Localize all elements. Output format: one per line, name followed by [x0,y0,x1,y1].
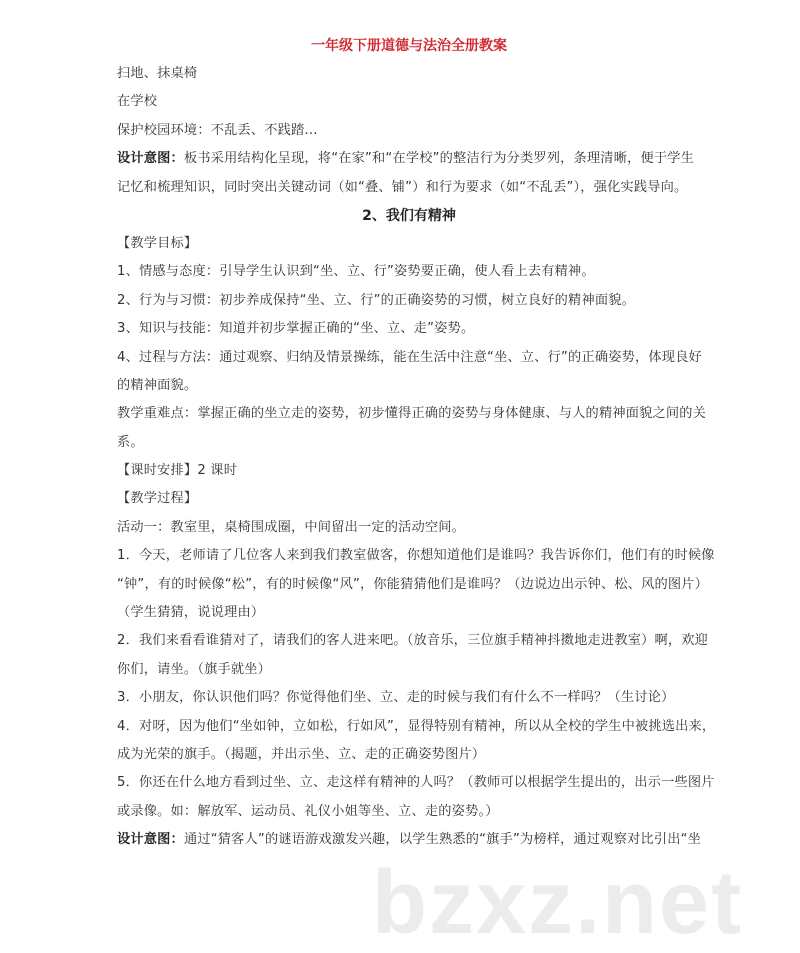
text-line: 或录像。如：解放军、运动员、礼仪小姐等坐、立、走的姿势。） [117,803,499,819]
text-line: 你们，请坐。（旗手就坐） [117,661,272,677]
text-line: 3．小朋友，你认识他们吗？你觉得他们坐、立、走的时候与我们有什么不一样吗？（生讨论） [117,690,675,706]
text-line: 【课时安排】2 课时 [117,463,238,479]
text-line: 保护校园环境：不乱丢、不践踏... [117,122,318,138]
watermark: bzxz.net [372,853,744,953]
text-line: 活动一：教室里，桌椅围成圈，中间留出一定的活动空间。 [117,519,466,535]
design-intent-label: 设计意图： [117,832,184,848]
text-line: 5．你还在什么地方看到过坐、立、走这样有精神的人吗？（教师可以根据学生提出的，出示一些图片 [117,775,715,791]
text-line: 4．对呀，因为他们“坐如钟，立如松，行如风”，显得特别有精神，所以从全校的学生中被挑选出来， [117,718,716,734]
lesson-body [117,230,716,826]
text-line: 在学校 [117,94,158,110]
text-line: 2、行为与习惯：初步养成保持“坐、立、行”的正确姿势的习惯，树立良好的精神面貌。 [117,292,635,308]
text-line: 【教学过程】 [117,491,198,507]
text-line: 【教学目标】 [117,235,198,251]
text: 通过“猜客人”的谜语游戏激发兴趣，以学生熟悉的“旗手”为榜样，通过观察对比引出“坐 [183,832,702,848]
text-line: 记忆和梳理知识，同时突出关键动词（如“叠、铺”）和行为要求（如“不乱丢”），强化实践导向。 [117,179,688,195]
text-line: 2．我们来看看谁猜对了，请我们的客人进来吧。（放音乐，三位旗手精神抖擞地走进教室）啊，欢迎 [117,633,709,649]
design-intent-label: 设计意图： [117,151,184,167]
document-page [117,32,716,855]
text-line: （学生猜猜，说说理由） [117,605,265,621]
text-line: 1、情感与态度：引导学生认识到“坐、立、行”姿势要正确，使人看上去有精神。 [117,264,595,280]
text-line: 教学重难点：掌握正确的坐立走的姿势，初步懂得正确的姿势与身体健康、与人的精神面貌之间的关 [117,406,707,422]
design-intent-line [117,145,701,173]
lesson-title: 2、我们有精神 [362,207,456,224]
text-line: “钟”，有的时候像“松”，有的时候像“风”，你能猜猜他们是谁吗？（边说边出示钟、松、风的图片） [117,576,709,592]
text-line: 3、知识与技能：知道并初步掌握正确的“坐、立、走”姿势。 [117,321,475,337]
document-title: 一年级下册道德与法治全册教案 [311,38,507,54]
text-line: 成为光荣的旗手。（揭题，并出示坐、立、走的正确姿势图片） [117,746,486,762]
text-line: 1．今天，老师请了几位客人来到我们教室做客，你想知道他们是谁吗？我告诉你们，他们有的时候像 [117,548,715,564]
text-line: 系。 [117,434,144,450]
text-line: 4、过程与方法：通过观察、归纳及情景操练，能在生活中注意“坐、立、行”的正确姿势，体现良好 [117,349,702,365]
text-line: 扫地、抹桌椅 [117,66,198,81]
design-intent-line [117,826,701,854]
text-line: 的精神面貌。 [117,377,198,393]
text: 板书采用结构化呈现，将“在家”和“在学校”的整洁行为分类罗列，条理清晰，便于学生 [183,151,695,167]
